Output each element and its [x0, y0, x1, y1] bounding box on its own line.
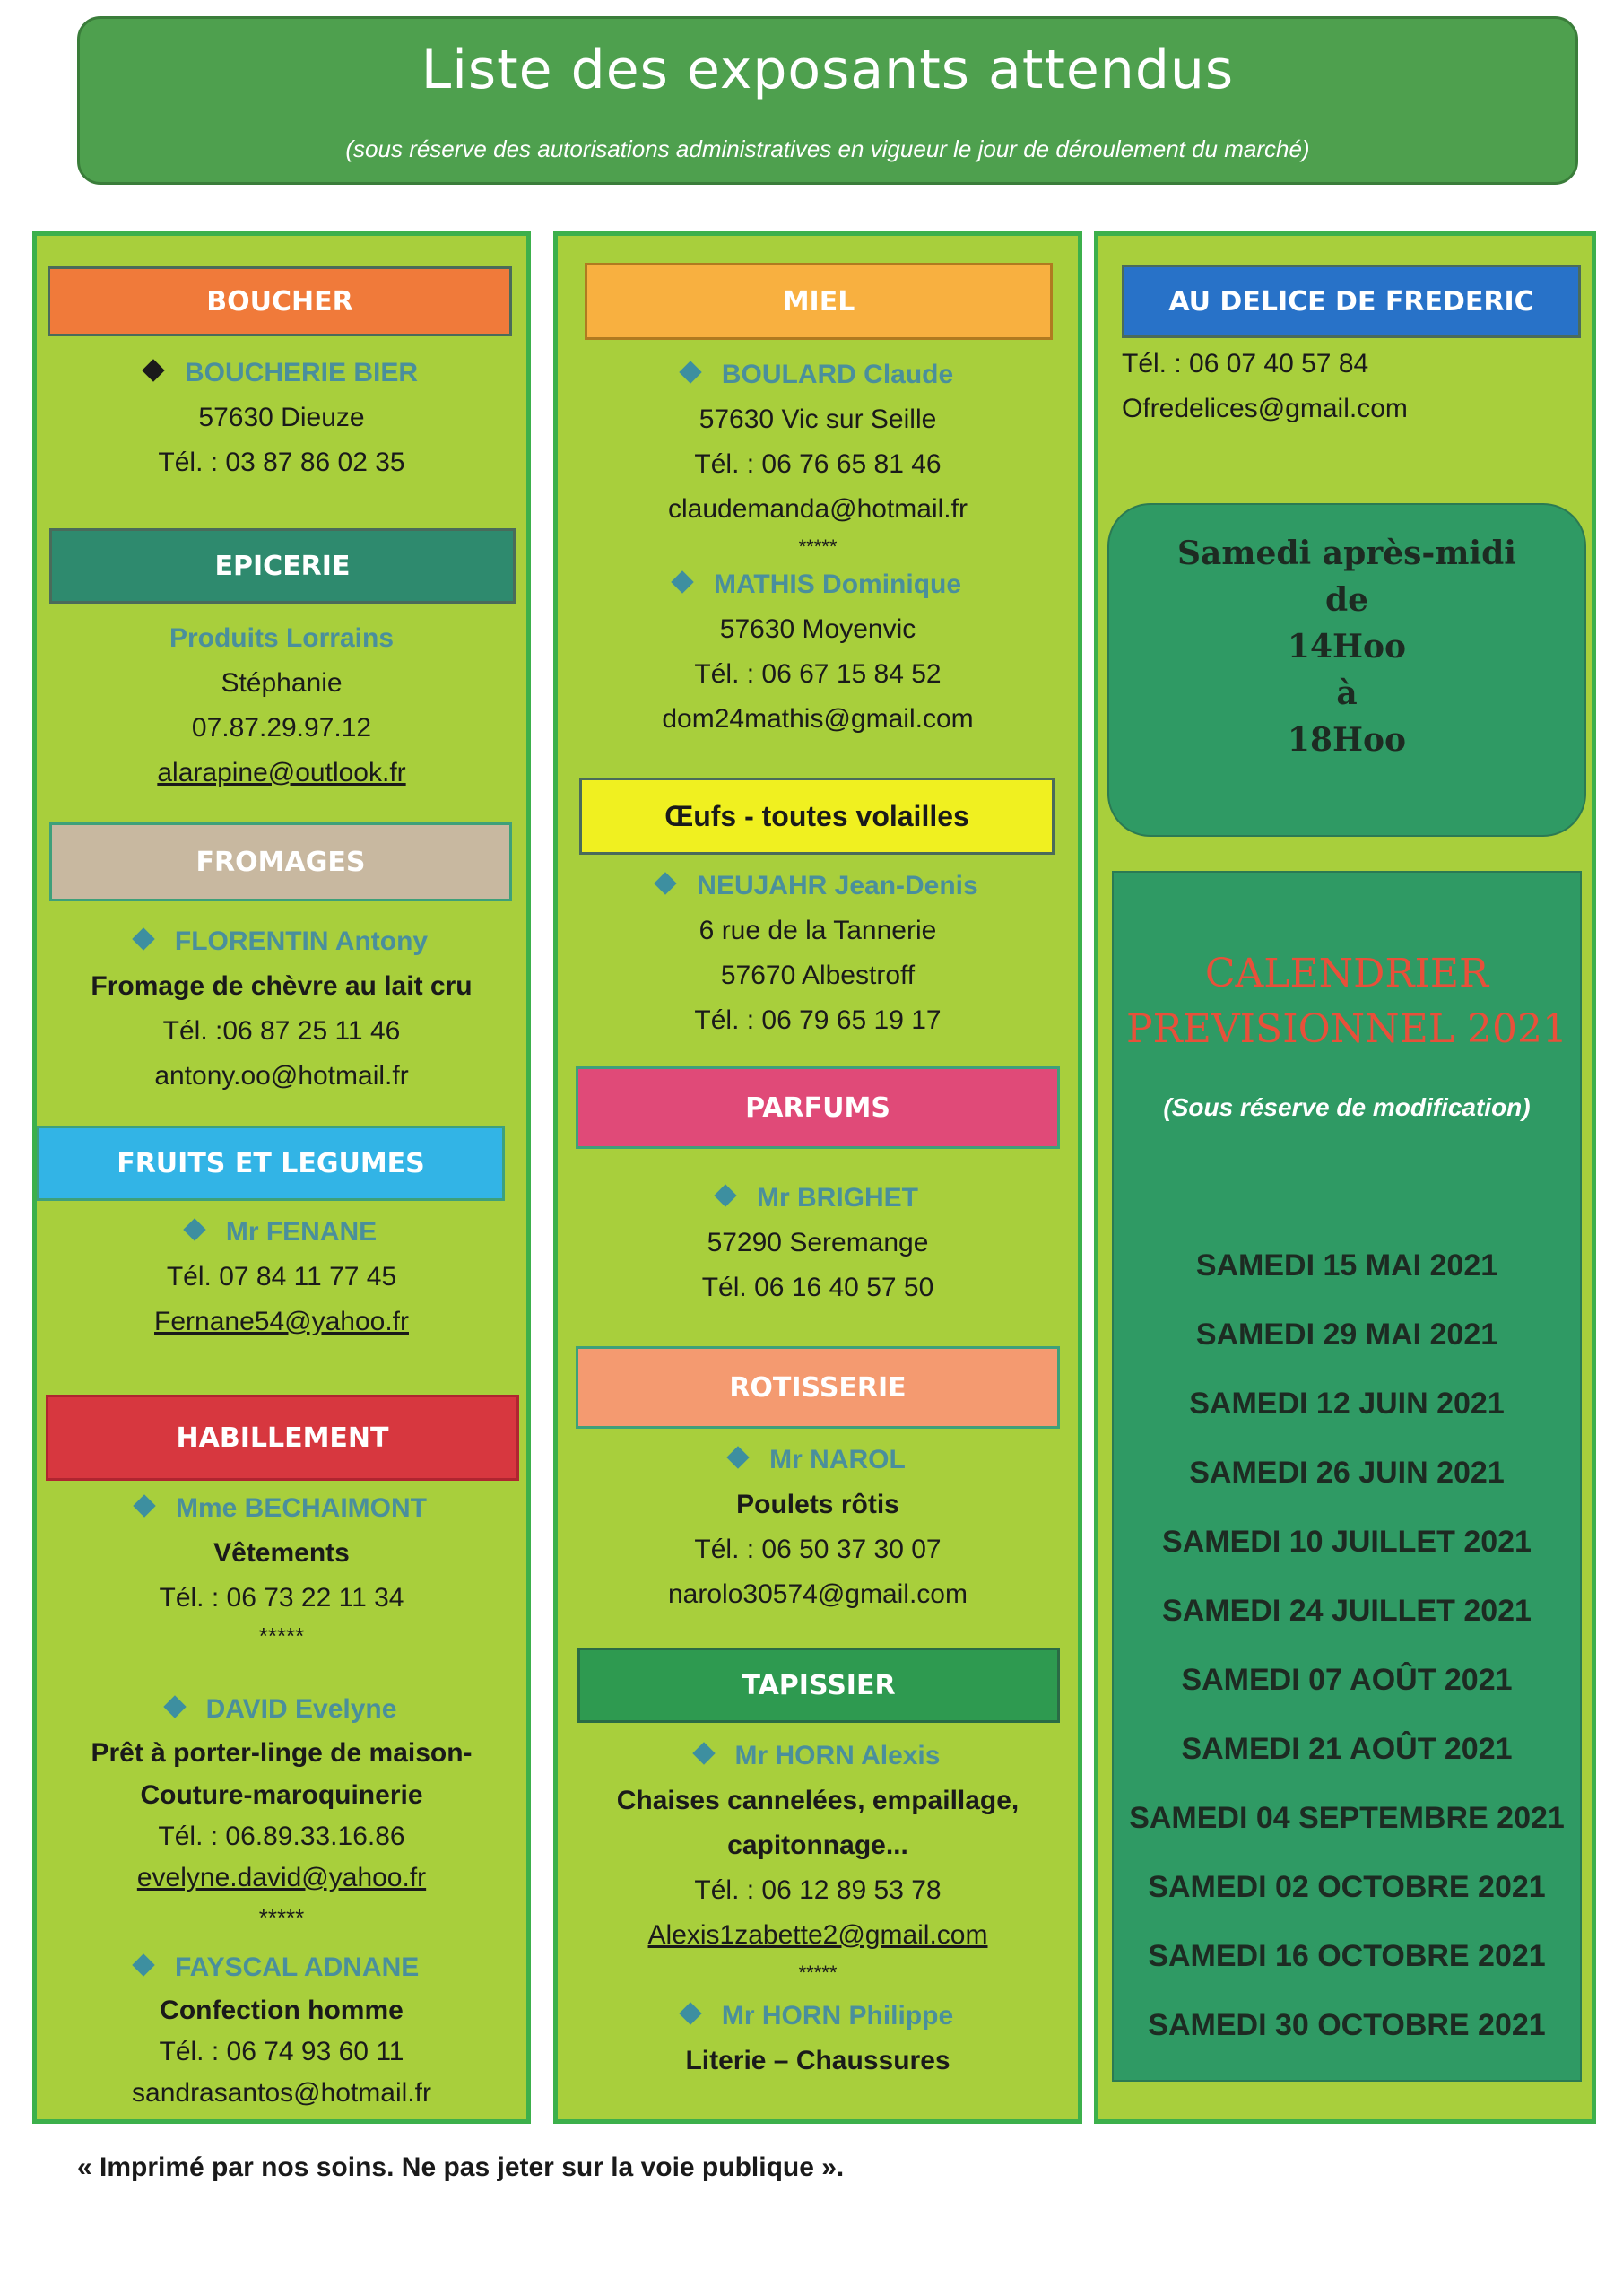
exhibitor-phone: Tél. 07 84 11 77 45: [166, 1262, 397, 1292]
calendar-date: SAMEDI 02 OCTOBRE 2021: [1148, 1870, 1546, 1904]
exhibitor-phone: Tél. : 06 67 15 84 52: [694, 659, 942, 689]
category-oeufs: Œufs - toutes volailles: [579, 778, 1055, 855]
exhibitor-name: Mr NAROL: [769, 1445, 906, 1474]
exhibitor-name: Mme BECHAIMONT: [175, 1493, 427, 1523]
calendar-date: SAMEDI 30 OCTOBRE 2021: [1148, 2008, 1546, 2042]
exhibitor-name: FAYSCAL ADNANE: [175, 1952, 420, 1982]
exhibitor-product: Confection homme: [160, 1996, 404, 2025]
footer-note: « Imprimé par nos soins. Ne pas jeter sur la voie publique ».: [77, 2152, 845, 2182]
exhibitor-mathis: [558, 562, 1078, 742]
calendar-box: [1112, 871, 1582, 2082]
exhibitor-horn-philippe: [558, 1994, 1078, 2083]
header-banner: [77, 16, 1578, 185]
exhibitor-narol: [558, 1438, 1078, 1617]
exhibitor-product: Vêtements: [213, 1538, 350, 1568]
exhibitor-fayscal: [37, 1945, 526, 2114]
calendar-title-line: CALENDRIER: [1204, 951, 1489, 996]
calendar-date: SAMEDI 26 JUIN 2021: [1189, 1456, 1505, 1490]
calendar-title: [1114, 946, 1580, 1057]
exhibitor-email[interactable]: alarapine@outlook.fr: [157, 758, 406, 787]
exhibitor-name: Mr HORN Alexis: [734, 1741, 941, 1770]
column-middle: [553, 231, 1082, 2124]
exhibitor-phone: Tél. : 06 50 37 30 07: [694, 1535, 942, 1564]
category-fruits-legumes: FRUITS ET LEGUMES: [37, 1126, 505, 1201]
exhibitor-name: DAVID Evelyne: [205, 1694, 397, 1724]
exhibitor-david: [37, 1687, 526, 1899]
bullet-icon: [183, 1218, 205, 1240]
page-subtitle: (sous réserve des autorisations administratives en vigueur le jour de déroulement du marché): [345, 135, 1310, 162]
exhibitor-name: BOUCHERIE BIER: [184, 358, 419, 387]
hours-line: à: [1336, 674, 1358, 712]
calendar-subtitle: (Sous réserve de modification): [1163, 1093, 1531, 1121]
column-left: [32, 231, 531, 2124]
exhibitor-product: Literie – Chaussures: [685, 2046, 950, 2075]
exhibitor-product: Prêt à porter-linge de maison-: [91, 1738, 473, 1768]
category-delice-frederic: AU DELICE DE FREDERIC: [1122, 265, 1581, 338]
bullet-icon: [714, 1184, 736, 1206]
calendar-date: SAMEDI 29 MAI 2021: [1195, 1318, 1498, 1352]
exhibitor-phone: Tél. : 06 79 65 19 17: [694, 1005, 942, 1035]
bullet-icon: [692, 1742, 715, 1764]
exhibitor-email[interactable]: claudemanda@hotmail.fr: [668, 494, 968, 524]
category-fromages: FROMAGES: [49, 822, 512, 901]
bullet-icon: [655, 872, 677, 894]
bullet-icon: [671, 570, 693, 593]
hours-end: 18Hoo: [1287, 721, 1407, 759]
category-epicerie: EPICERIE: [49, 528, 516, 604]
separator-stars: *****: [258, 1904, 305, 1931]
exhibitor-florentin: [37, 919, 526, 1099]
exhibitor-boulard: [558, 352, 1078, 566]
exhibitor-name: Mr FENANE: [225, 1217, 378, 1247]
opening-hours-box: [1107, 503, 1586, 837]
delice-contact: [1122, 342, 1408, 431]
exhibitor-email[interactable]: evelyne.david@yahoo.fr: [136, 1863, 427, 1892]
calendar-title-line: PREVISIONNEL 2021: [1126, 1006, 1567, 1052]
category-rotisserie: ROTISSERIE: [576, 1346, 1060, 1429]
calendar-date: SAMEDI 07 AOÛT 2021: [1181, 1663, 1513, 1697]
calendar-dates: [1114, 1231, 1580, 2060]
exhibitor-name: Mr HORN Philippe: [721, 2001, 954, 2031]
bullet-icon: [132, 927, 154, 950]
calendar-date: SAMEDI 24 JUILLET 2021: [1162, 1594, 1532, 1628]
exhibitor-fenane: [37, 1210, 526, 1344]
exhibitor-email[interactable]: sandrasantos@hotmail.fr: [132, 2078, 431, 2108]
exhibitor-phone: Tél. : 06 12 89 53 78: [694, 1875, 942, 1905]
bullet-icon: [679, 361, 701, 383]
delice-phone: Tél. : 06 07 40 57 84: [1122, 349, 1369, 378]
exhibitor-town: 57630 Dieuze: [198, 403, 365, 432]
exhibitor-name: Mr BRIGHET: [757, 1183, 918, 1213]
exhibitor-town: 57630 Vic sur Seille: [699, 404, 937, 434]
exhibitor-town: 57630 Moyenvic: [719, 614, 916, 644]
exhibitor-phone: Tél. : 03 87 86 02 35: [158, 448, 405, 477]
exhibitor-phone: Tél. : 06 73 22 11 34: [159, 1583, 404, 1613]
exhibitor-email[interactable]: dom24mathis@gmail.com: [662, 704, 974, 734]
bullet-icon: [132, 1953, 154, 1976]
exhibitor-product: Poulets rôtis: [736, 1490, 899, 1519]
bullet-icon: [726, 1446, 749, 1468]
exhibitor-phone: 07.87.29.97.12: [191, 713, 372, 743]
separator-stars: *****: [798, 535, 838, 558]
calendar-date: SAMEDI 16 OCTOBRE 2021: [1148, 1939, 1546, 1973]
exhibitor-product: capitonnage...: [727, 1831, 908, 1860]
exhibitor-product: Couture-maroquinerie: [140, 1780, 423, 1810]
calendar-date: SAMEDI 12 JUIN 2021: [1189, 1387, 1505, 1421]
calendar-date: SAMEDI 15 MAI 2021: [1195, 1248, 1498, 1283]
calendar-date: SAMEDI 21 AOÛT 2021: [1181, 1732, 1513, 1766]
exhibitor-neujahr: [558, 864, 1078, 1043]
exhibitor-horn-alexis: [558, 1734, 1078, 1992]
hours-start: 14Hoo: [1287, 628, 1407, 665]
exhibitor-name: Produits Lorrains: [169, 623, 395, 653]
exhibitor-address: 6 rue de la Tannerie: [699, 916, 937, 945]
exhibitor-email[interactable]: Alexis1zabette2@gmail.com: [647, 1920, 988, 1950]
bullet-icon: [133, 1494, 155, 1517]
exhibitor-product: Fromage de chèvre au lait cru: [91, 971, 473, 1001]
exhibitor-boucherie-bier: [37, 351, 526, 485]
exhibitor-town: 57670 Albestroff: [720, 961, 916, 990]
exhibitor-phone: Tél. 06 16 40 57 50: [701, 1273, 934, 1302]
exhibitor-name: MATHIS Dominique: [713, 570, 962, 599]
exhibitor-town: 57290 Seremange: [707, 1228, 929, 1257]
category-boucher: BOUCHER: [48, 266, 512, 336]
exhibitor-name: FLORENTIN Antony: [174, 926, 429, 956]
category-tapissier: TAPISSIER: [577, 1648, 1060, 1723]
exhibitor-name: BOULARD Claude: [721, 360, 954, 389]
calendar-date: SAMEDI 04 SEPTEMBRE 2021: [1129, 1801, 1565, 1835]
exhibitor-phone: Tél. : 06.89.33.16.86: [158, 1822, 405, 1851]
separator-stars: *****: [258, 1622, 305, 1649]
bullet-icon: [163, 1695, 186, 1718]
exhibitor-phone: Tél. : 06 74 93 60 11: [159, 2037, 404, 2066]
category-parfums: PARFUMS: [576, 1066, 1060, 1149]
exhibitor-product: Chaises cannelées, empaillage,: [616, 1786, 1020, 1815]
exhibitor-email[interactable]: antony.oo@hotmail.fr: [154, 1061, 409, 1091]
page-title: Liste des exposants attendus: [421, 39, 1235, 101]
calendar-date: SAMEDI 10 JUILLET 2021: [1162, 1525, 1532, 1559]
exhibitor-email[interactable]: Fernane54@yahoo.fr: [154, 1307, 409, 1336]
bullet-icon: [142, 359, 164, 381]
bullet-icon: [679, 2002, 701, 2024]
exhibitor-bechaimont: [37, 1486, 526, 1655]
exhibitor-name: NEUJAHR Jean-Denis: [697, 871, 978, 900]
category-miel: MIEL: [585, 263, 1053, 340]
separator-stars: *****: [798, 1961, 838, 1984]
exhibitor-phone: Tél. :06 87 25 11 46: [162, 1016, 401, 1046]
column-right: [1094, 231, 1596, 2124]
exhibitor-contact: Stéphanie: [221, 668, 343, 698]
exhibitor-email[interactable]: narolo30574@gmail.com: [668, 1579, 968, 1609]
exhibitor-produits-lorrains: [37, 616, 526, 796]
exhibitor-brighet: [558, 1176, 1078, 1310]
exhibitor-phone: Tél. : 06 76 65 81 46: [694, 449, 942, 479]
hours-line: de: [1324, 581, 1369, 619]
hours-line: Samedi après-midi: [1177, 535, 1516, 572]
delice-email[interactable]: Ofredelices@gmail.com: [1122, 394, 1408, 423]
category-habillement: HABILLEMENT: [46, 1395, 519, 1481]
